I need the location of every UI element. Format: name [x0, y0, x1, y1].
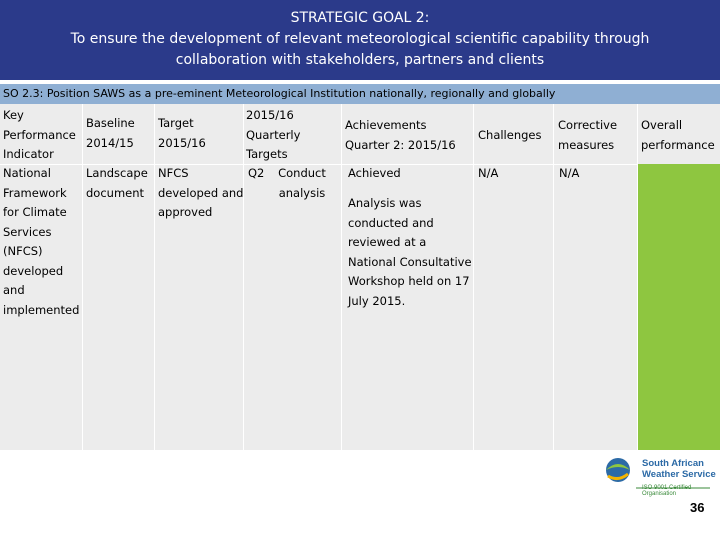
column-divider [82, 104, 83, 450]
cell-corrective-measures: N/A [559, 166, 580, 180]
header-corrective-measures: Corrective measures [558, 118, 618, 152]
overall-performance-indicator [638, 164, 720, 450]
title-banner [0, 0, 720, 80]
column-divider [154, 104, 155, 450]
cell-quarterly-target: Conduct analysis [278, 166, 326, 200]
header-baseline: Baseline 2014/15 [86, 116, 135, 150]
header-kpi: Key Performance Indicator [3, 108, 76, 161]
header-challenges: Challenges [478, 128, 542, 142]
header-target: Target 2015/16 [158, 116, 206, 150]
column-divider [473, 104, 474, 450]
goal-title: STRATEGIC GOAL 2: [290, 10, 430, 26]
header-quarterly-targets: 2015/16 Quarterly Targets [246, 108, 301, 161]
cell-baseline: Landscape document [86, 166, 148, 200]
cell-achieved-status: Achieved [348, 166, 401, 180]
header-achievements: Achievements Quarter 2: 2015/16 [345, 118, 456, 152]
column-divider [243, 104, 244, 450]
logo-text: South African Weather Service [642, 458, 716, 480]
page-number: 36 [690, 500, 705, 515]
column-divider [553, 104, 554, 450]
column-divider [637, 104, 638, 450]
cell-quarter-label: Q2 [248, 166, 265, 180]
goal-description-line2: collaboration with stakeholders, partners and clients [175, 52, 545, 68]
cell-challenges: N/A [478, 166, 499, 180]
strategic-objective-band: SO 2.3: Position SAWS as a pre-eminent Meteorological Institution nationally, regionally and globally [0, 84, 720, 104]
header-overall-performance: Overall performance [641, 118, 715, 152]
cell-kpi: National Framework for Climate Services (NFCS) developed and implemented [3, 166, 80, 317]
column-divider [341, 104, 342, 450]
cell-achievement-detail: Analysis was conducted and reviewed at a National Consultative Workshop held on 17 July 2015. [348, 196, 472, 308]
cell-target: NFCS developed and approved [158, 166, 244, 219]
goal-description-line1: To ensure the development of relevant meteorological scientific capability through [70, 31, 650, 47]
iso-certification-text: ISO 9001 Certified Organisation [642, 485, 692, 497]
